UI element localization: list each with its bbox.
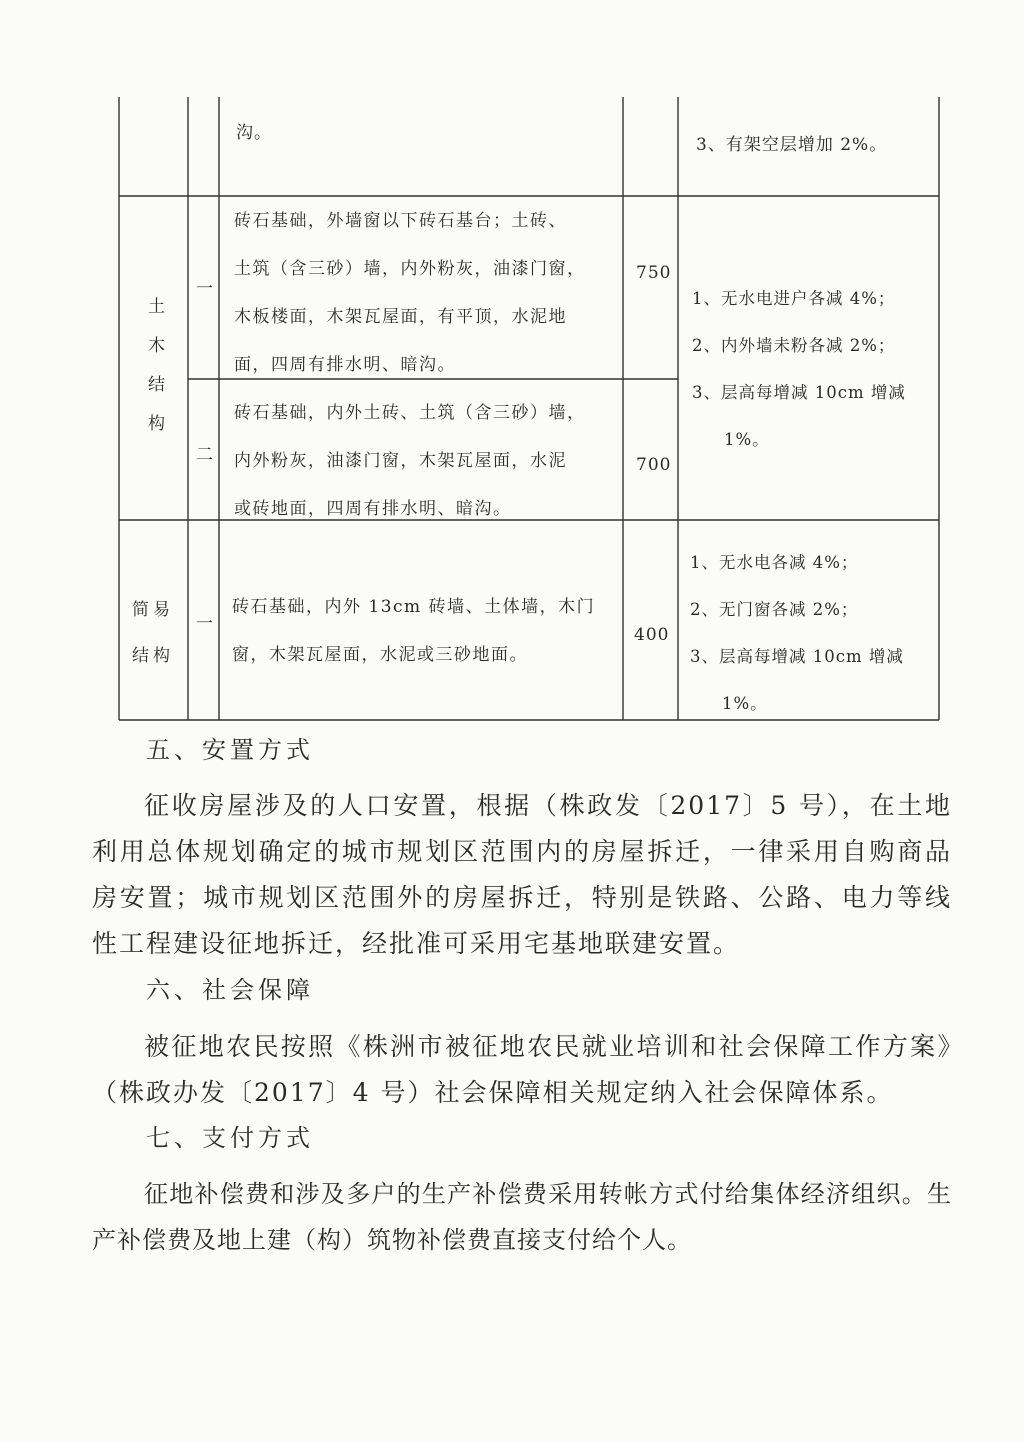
section-text-resettlement: 征收房屋涉及的人口安置，根据（株政发〔2017〕5 号），在土地利用总体规划确定的城市规划区范围内的房屋拆迁，一律采用自购商品房安置；城市规划区范围外的房屋拆迁，特别是铁路、公路、电力等线性工程建设征地拆迁，经批准可采用宅基地联建安置。 — [92, 791, 952, 958]
section-heading-resettlement: 五、安置方式 — [146, 736, 314, 764]
section-heading-payment: 七、支付方式 — [146, 1124, 314, 1152]
jianyi-grade: 一 — [196, 614, 214, 634]
tumu-grade2-desc: 砖石基础，内外土砖、土筑（含三砂）墙， 内外粉灰，油漆门窗，木架瓦屋面，水泥 或砖地面，四周有排水明、暗沟。 — [234, 403, 586, 519]
section-heading-social-security: 六、社会保障 — [146, 976, 314, 1004]
jianyi-desc: 砖石基础，内外 13cm 砖墙、土体墙，木门 窗，木架瓦屋面，水泥或三砂地面。 — [232, 597, 596, 665]
category-jianyi: 简易 结构 — [132, 600, 174, 666]
section-text-payment: 征地补偿费和涉及多户的生产补偿费采用转帐方式付给集体经济组织。生产补偿费及地上建（构）筑物补偿费直接支付给个人。 — [92, 1180, 952, 1254]
jianyi-price: 400 — [634, 625, 670, 645]
jianyi-adjustments: 1、无水电各减 4%； 2、无门窗各减 2%； 3、层高每增减 10cm 增减 1%。 — [690, 553, 904, 713]
tumu-grade2: 二 — [196, 445, 214, 465]
row0-adjust: 3、有架空层增加 2%。 — [696, 135, 888, 155]
tumu-grade2-price: 700 — [636, 455, 672, 475]
compensation-table — [118, 97, 940, 721]
tumu-adjustments: 1、无水电进户各减 4%； 2、内外墙未粉各减 2%； 3、层高每增减 10cm 增减 1%。 — [692, 289, 906, 449]
tumu-grade1: 一 — [196, 279, 214, 299]
section-text-social-security: 被征地农民按照《株洲市被征地农民就业培训和社会保障工作方案》（株政办发〔2017〕4 号）社会保障相关规定纳入社会保障体系。 — [92, 1032, 952, 1107]
tumu-grade1-price: 750 — [636, 263, 672, 283]
tumu-grade1-desc: 砖石基础，外墙窗以下砖石基台；土砖、 土筑（含三砂）墙，内外粉灰，油漆门窗， 木板楼面，木架瓦屋面，有平顶，水泥地 面，四周有排水明、暗沟。 — [234, 211, 586, 375]
row0-desc-tail: 沟。 — [236, 123, 272, 143]
category-tumu: 土木结构 — [144, 297, 164, 453]
